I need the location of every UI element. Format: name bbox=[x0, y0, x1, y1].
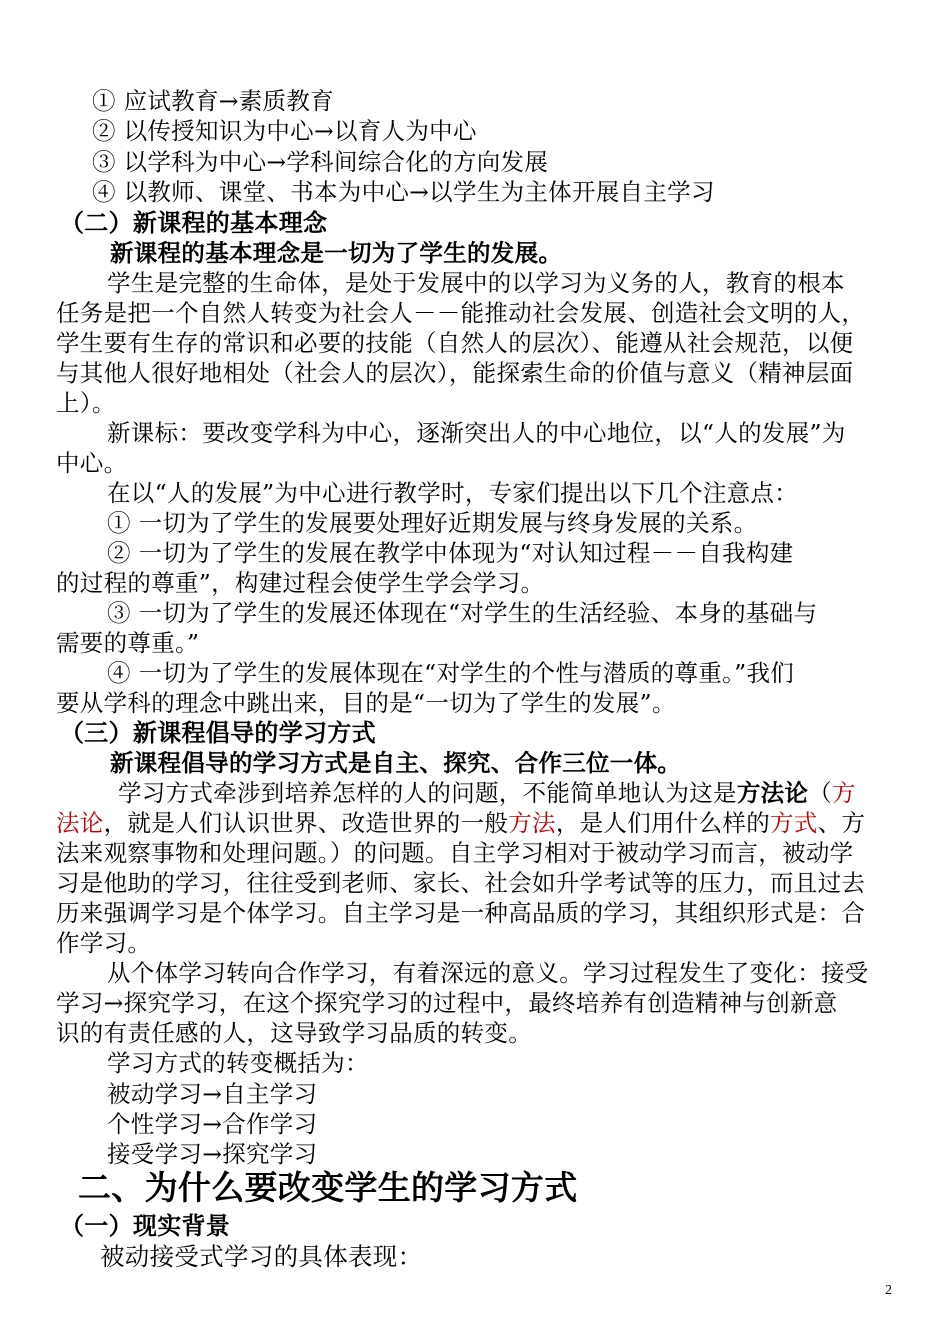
numbered-point-3: ③ 一切为了学生的发展还体现在“对学生的生活经验、本身的基础与 bbox=[107, 599, 818, 627]
paragraph-line: 习是他助的学习，往往受到老师、家长、社会如升学考试等的压力，而且过去 bbox=[56, 869, 866, 897]
list-item-2: ② 以传授知识为中心→以育人为中心 bbox=[92, 117, 477, 145]
paragraph-line: 识的有责任感的人，这导致学习品质的转变。 bbox=[56, 1019, 532, 1047]
methodology-term: 方法论 bbox=[736, 779, 809, 807]
paragraph-line: 新课标：要改变学科为中心，逐渐突出人的中心地位，以“人的发展”为 bbox=[107, 419, 846, 447]
change-item-2: 个性学习→合作学习 bbox=[107, 1110, 318, 1138]
text-span: 、方 bbox=[817, 809, 866, 837]
numbered-point-4-cont: 要从学科的理念中跳出来，目的是“一切为了学生的发展”。 bbox=[56, 689, 676, 717]
paragraph-line: 学生是完整的生命体，是处于发展中的以学习为义务的人，教育的根本 bbox=[107, 269, 845, 297]
numbered-point-2-cont: 的过程的尊重”，构建过程会使学生学会学习。 bbox=[56, 569, 545, 597]
paragraph-line: 上）。 bbox=[56, 389, 116, 417]
paragraph-line bbox=[118, 778, 950, 808]
highlight-term: 方 bbox=[832, 779, 856, 807]
paragraph-line: 历来强调学习是个体学习。自主学习是一种高品质的学习，其组织形式是：合 bbox=[56, 899, 866, 927]
change-item-3: 接受学习→探究学习 bbox=[107, 1140, 318, 1168]
highlight-term: 方法 bbox=[508, 809, 556, 837]
numbered-point-4: ④ 一切为了学生的发展体现在“对学生的个性与潜质的尊重。”我们 bbox=[107, 659, 795, 687]
paragraph-line: 任务是把一个自然人转变为社会人－－能推动社会发展、创造社会文明的人， bbox=[56, 299, 866, 327]
bold-statement-3: 新课程倡导的学习方式是自主、探究、合作三位一体。 bbox=[110, 749, 682, 777]
section-heading-2: （二）新课程的基本理念 bbox=[60, 209, 328, 237]
paragraph-line: 从个体学习转向合作学习，有着深远的意义。学习过程发生了变化：接受 bbox=[107, 959, 869, 987]
paragraph-line: 与其他人很好地相处（社会人的层次），能探索生命的价值与意义（精神层面 bbox=[56, 359, 854, 387]
paragraph-line: 学习方式的转变概括为： bbox=[107, 1049, 369, 1077]
text-span: ，是人们用什么样的 bbox=[555, 809, 771, 837]
paragraph-line: 中心。 bbox=[56, 449, 128, 477]
section-heading-3: （三）新课程倡导的学习方式 bbox=[60, 719, 376, 747]
numbered-point-3-cont: 需要的尊重。” bbox=[56, 629, 200, 657]
change-item-1: 被动学习→自主学习 bbox=[107, 1080, 318, 1108]
paragraph-line bbox=[56, 808, 901, 838]
text-span: ，就是人们认识世界、改造世界的一般 bbox=[103, 809, 509, 837]
paragraph-line: 学生要有生存的常识和必要的技能（自然人的层次）、能遵从社会规范，以便 bbox=[56, 329, 854, 357]
section-heading-1: （一）现实背景 bbox=[60, 1212, 231, 1240]
paragraph-line: 学习→探究学习，在这个探究学习的过程中，最终培养有创造精神与创新意 bbox=[56, 989, 838, 1017]
highlight-term: 方式 bbox=[770, 809, 818, 837]
paragraph-line: 法来观察事物和处理问题。）的问题。自主学习相对于被动学习而言，被动学 bbox=[56, 839, 854, 867]
numbered-point-2: ② 一切为了学生的发展在教学中体现为“对认知过程－－自我构建 bbox=[107, 539, 794, 567]
list-item-3: ③ 以学科为中心→学科间综合化的方向发展 bbox=[92, 148, 549, 176]
paragraph-line: 作学习。 bbox=[56, 929, 152, 957]
text-span: 学习方式牵涉到培养怎样的人的问题，不能简单地认为这是 bbox=[118, 779, 737, 807]
bold-statement-2: 新课程的基本理念是一切为了学生的发展。 bbox=[110, 239, 563, 267]
highlight-term: 法论 bbox=[56, 809, 104, 837]
paragraph-line: 在以“人的发展”为中心进行教学时，专家们提出以下几个注意点： bbox=[107, 479, 799, 507]
numbered-point-1: ① 一切为了学生的发展要处理好近期发展与终身发展的关系。 bbox=[107, 509, 758, 537]
chapter-heading: 二、为什么要改变学生的学习方式 bbox=[78, 1168, 578, 1207]
page-number: 2 bbox=[885, 1283, 892, 1298]
list-item-1: ① 应试教育→素质教育 bbox=[92, 87, 334, 115]
list-item-4: ④ 以教师、课堂、书本为中心→以学生为主体开展自主学习 bbox=[92, 178, 715, 206]
text-span: （ bbox=[808, 779, 833, 807]
paragraph-line: 被动接受式学习的具体表现： bbox=[100, 1242, 423, 1271]
